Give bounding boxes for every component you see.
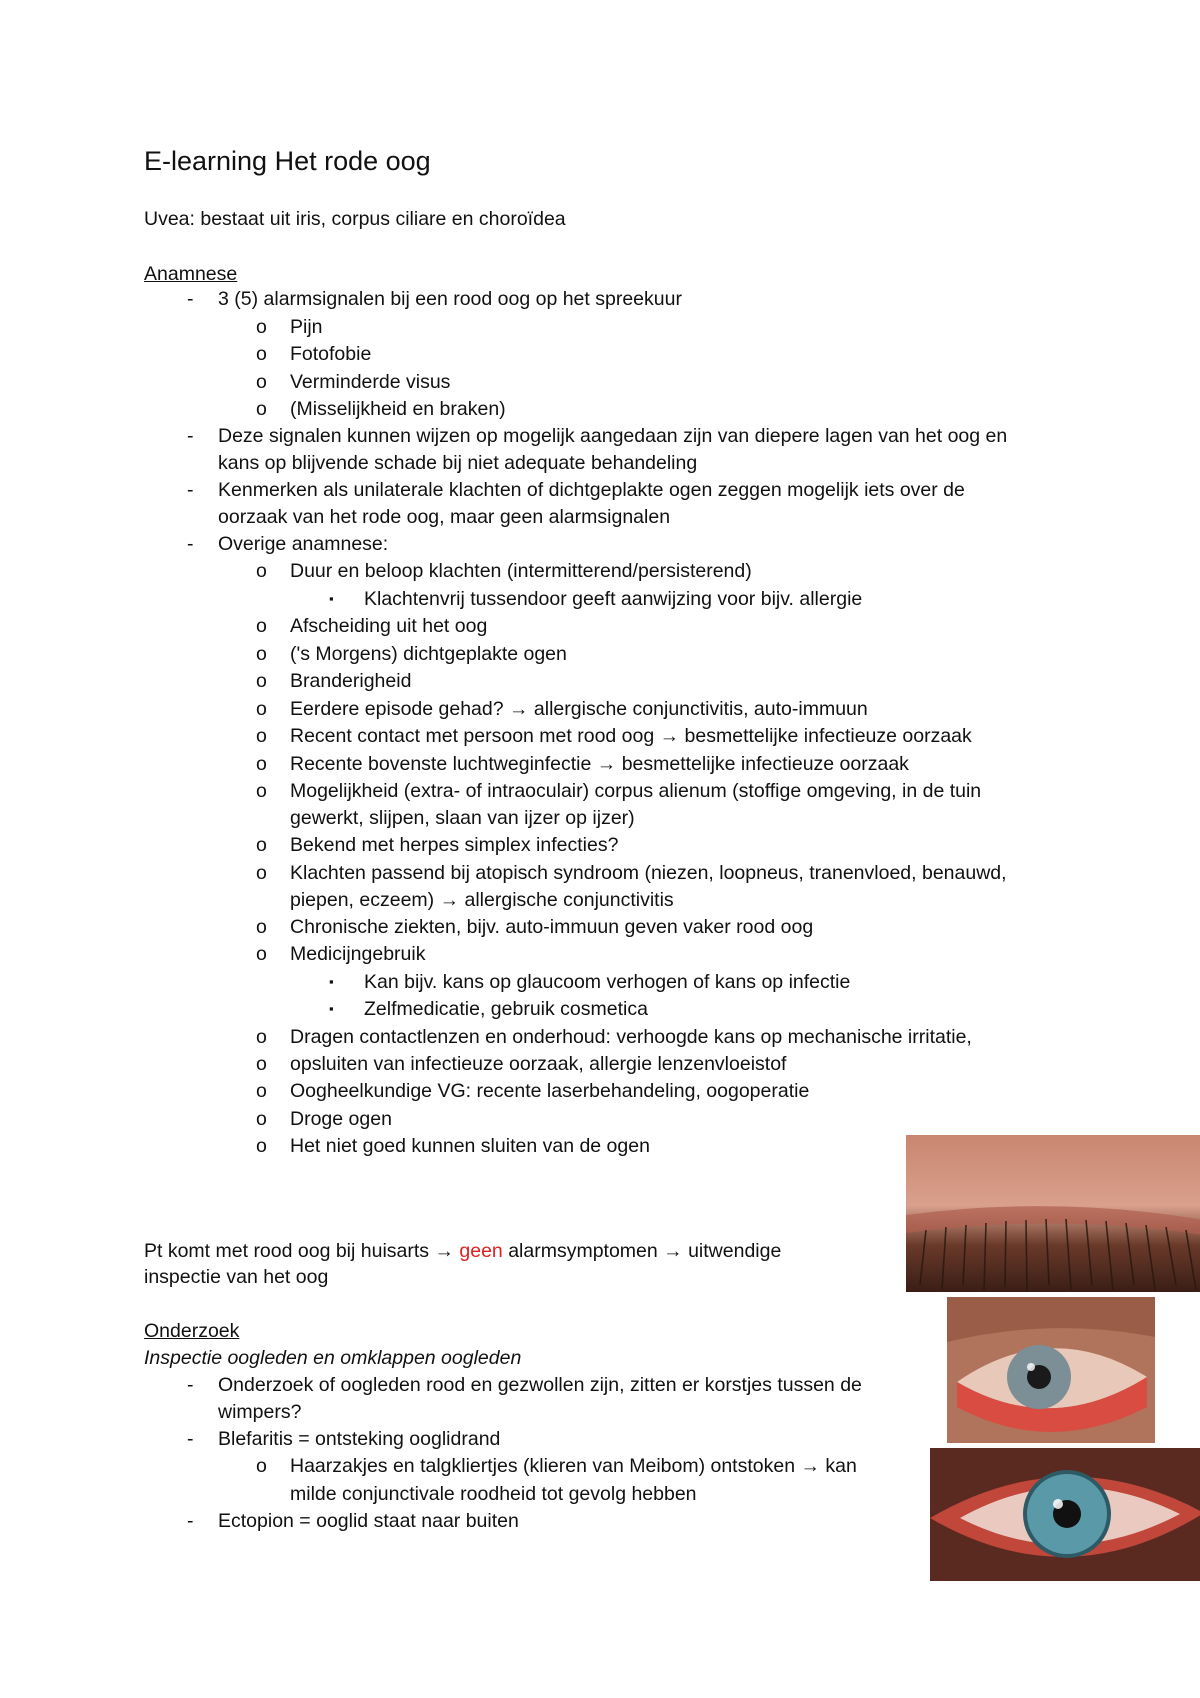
dash-marker: -	[187, 1374, 194, 1396]
anamnese-heading: Anamnese	[144, 263, 238, 285]
list-item: piepen, eczeem) → allergische conjunctivitis	[290, 889, 674, 911]
circle-marker: o	[256, 1053, 267, 1075]
circle-marker: o	[256, 834, 267, 856]
onderzoek-heading: Onderzoek	[144, 1320, 240, 1342]
list-item: Chronische ziekten, bijv. auto-immuun geven vaker rood oog	[290, 916, 814, 938]
list-item: Pijn	[290, 316, 323, 338]
list-item: Recent contact met persoon met rood oog → besmettelijke infectieuze oorzaak	[290, 725, 972, 747]
circle-marker: o	[256, 862, 267, 884]
circle-marker: o	[256, 643, 267, 665]
list-item: Zelfmedicatie, gebruik cosmetica	[364, 998, 648, 1020]
dash-marker: -	[187, 533, 194, 555]
pt-text-red: geen	[459, 1240, 503, 1262]
list-item: Medicijngebruik	[290, 943, 426, 965]
list-item: opsluiten van infectieuze oorzaak, allergie lenzenvloeistof	[290, 1053, 787, 1075]
list-item: Kan bijv. kans op glaucoom verhogen of kans op infectie	[364, 971, 851, 993]
inspectie-subheading: Inspectie oogleden en omklappen oogleden	[144, 1347, 522, 1369]
circle-marker: o	[256, 1108, 267, 1130]
circle-marker: o	[256, 698, 267, 720]
list-item: wimpers?	[218, 1401, 302, 1423]
circle-marker: o	[256, 398, 267, 420]
list-item: (Misselijkheid en braken)	[290, 398, 506, 420]
blue-eye-photo	[930, 1448, 1200, 1581]
circle-marker: o	[256, 560, 267, 582]
circle-marker: o	[256, 316, 267, 338]
pt-text-b: alarmsymptomen → uitwendige	[502, 1240, 782, 1262]
list-item: Verminderde visus	[290, 371, 451, 393]
square-marker: ▪	[329, 1001, 334, 1016]
dash-marker: -	[187, 288, 194, 310]
pt-text-a: Pt komt met rood oog bij huisarts →	[144, 1240, 460, 1262]
dash-marker: -	[187, 425, 194, 447]
list-item: Recente bovenste luchtweginfectie → besmettelijke infectieuze oorzaak	[290, 753, 909, 775]
list-item: Afscheiding uit het oog	[290, 615, 488, 637]
list-item: Eerdere episode gehad? → allergische conjunctivitis, auto-immuun	[290, 698, 868, 720]
list-item: Mogelijkheid (extra- of intraoculair) corpus alienum (stoffige omgeving, in de tuin	[290, 780, 982, 802]
list-item: Bekend met herpes simplex infecties?	[290, 834, 619, 856]
square-marker: ▪	[329, 974, 334, 989]
list-item: milde conjunctivale roodheid tot gevolg hebben	[290, 1483, 697, 1505]
circle-marker: o	[256, 343, 267, 365]
circle-marker: o	[256, 1080, 267, 1102]
list-item: Ectopion = ooglid staat naar buiten	[218, 1510, 519, 1532]
list-item: Blefaritis = ontsteking ooglidrand	[218, 1428, 501, 1450]
circle-marker: o	[256, 943, 267, 965]
list-item: kans op blijvende schade bij niet adequate behandeling	[218, 452, 698, 474]
list-item: Droge ogen	[290, 1108, 392, 1130]
list-item: Haarzakjes en talgkliertjes (klieren van Meibom) ontstoken → kan	[290, 1455, 857, 1477]
pt-line-2: inspectie van het oog	[144, 1266, 329, 1288]
list-item: gewerkt, slijpen, slaan van ijzer op ijzer)	[290, 807, 635, 829]
circle-marker: o	[256, 753, 267, 775]
list-item: Het niet goed kunnen sluiten van de ogen	[290, 1135, 650, 1157]
eyelid-photo	[906, 1135, 1200, 1292]
list-item: Klachtenvrij tussendoor geeft aanwijzing voor bijv. allergie	[364, 588, 863, 610]
list-item: Klachten passend bij atopisch syndroom (niezen, loopneus, tranenvloed, benauwd,	[290, 862, 1007, 884]
list-item: Oogheelkundige VG: recente laserbehandeling, oogoperatie	[290, 1080, 810, 1102]
circle-marker: o	[256, 371, 267, 393]
list-item: Duur en beloop klachten (intermitterend/persisterend)	[290, 560, 752, 582]
dash-marker: -	[187, 1428, 194, 1450]
list-item: Deze signalen kunnen wijzen op mogelijk aangedaan zijn van diepere lagen van het oog en	[218, 425, 1008, 447]
list-item: ('s Morgens) dichtgeplakte ogen	[290, 643, 567, 665]
list-item: Kenmerken als unilaterale klachten of dichtgeplakte ogen zeggen mogelijk iets over de	[218, 479, 965, 501]
list-item: Fotofobie	[290, 343, 372, 365]
dash-marker: -	[187, 1510, 194, 1532]
circle-marker: o	[256, 780, 267, 802]
circle-marker: o	[256, 725, 267, 747]
list-item: Onderzoek of oogleden rood en gezwollen zijn, zitten er korstjes tussen de	[218, 1374, 862, 1396]
circle-marker: o	[256, 1135, 267, 1157]
page-title: E-learning Het rode oog	[144, 146, 431, 176]
list-item: 3 (5) alarmsignalen bij een rood oog op het spreekuur	[218, 288, 682, 310]
circle-marker: o	[256, 615, 267, 637]
list-item: Branderigheid	[290, 670, 412, 692]
uvea-line: Uvea: bestaat uit iris, corpus ciliare en choroïdea	[144, 208, 566, 230]
list-item: oorzaak van het rode oog, maar geen alarmsignalen	[218, 506, 671, 528]
red-eye-photo	[947, 1297, 1155, 1443]
list-item: Overige anamnese:	[218, 533, 389, 555]
circle-marker: o	[256, 1026, 267, 1048]
pt-line	[144, 1238, 781, 1264]
circle-marker: o	[256, 670, 267, 692]
list-item: Dragen contactlenzen en onderhoud: verhoogde kans op mechanische irritatie,	[290, 1026, 972, 1048]
circle-marker: o	[256, 1455, 267, 1477]
circle-marker: o	[256, 916, 267, 938]
square-marker: ▪	[329, 591, 334, 606]
dash-marker: -	[187, 479, 194, 501]
